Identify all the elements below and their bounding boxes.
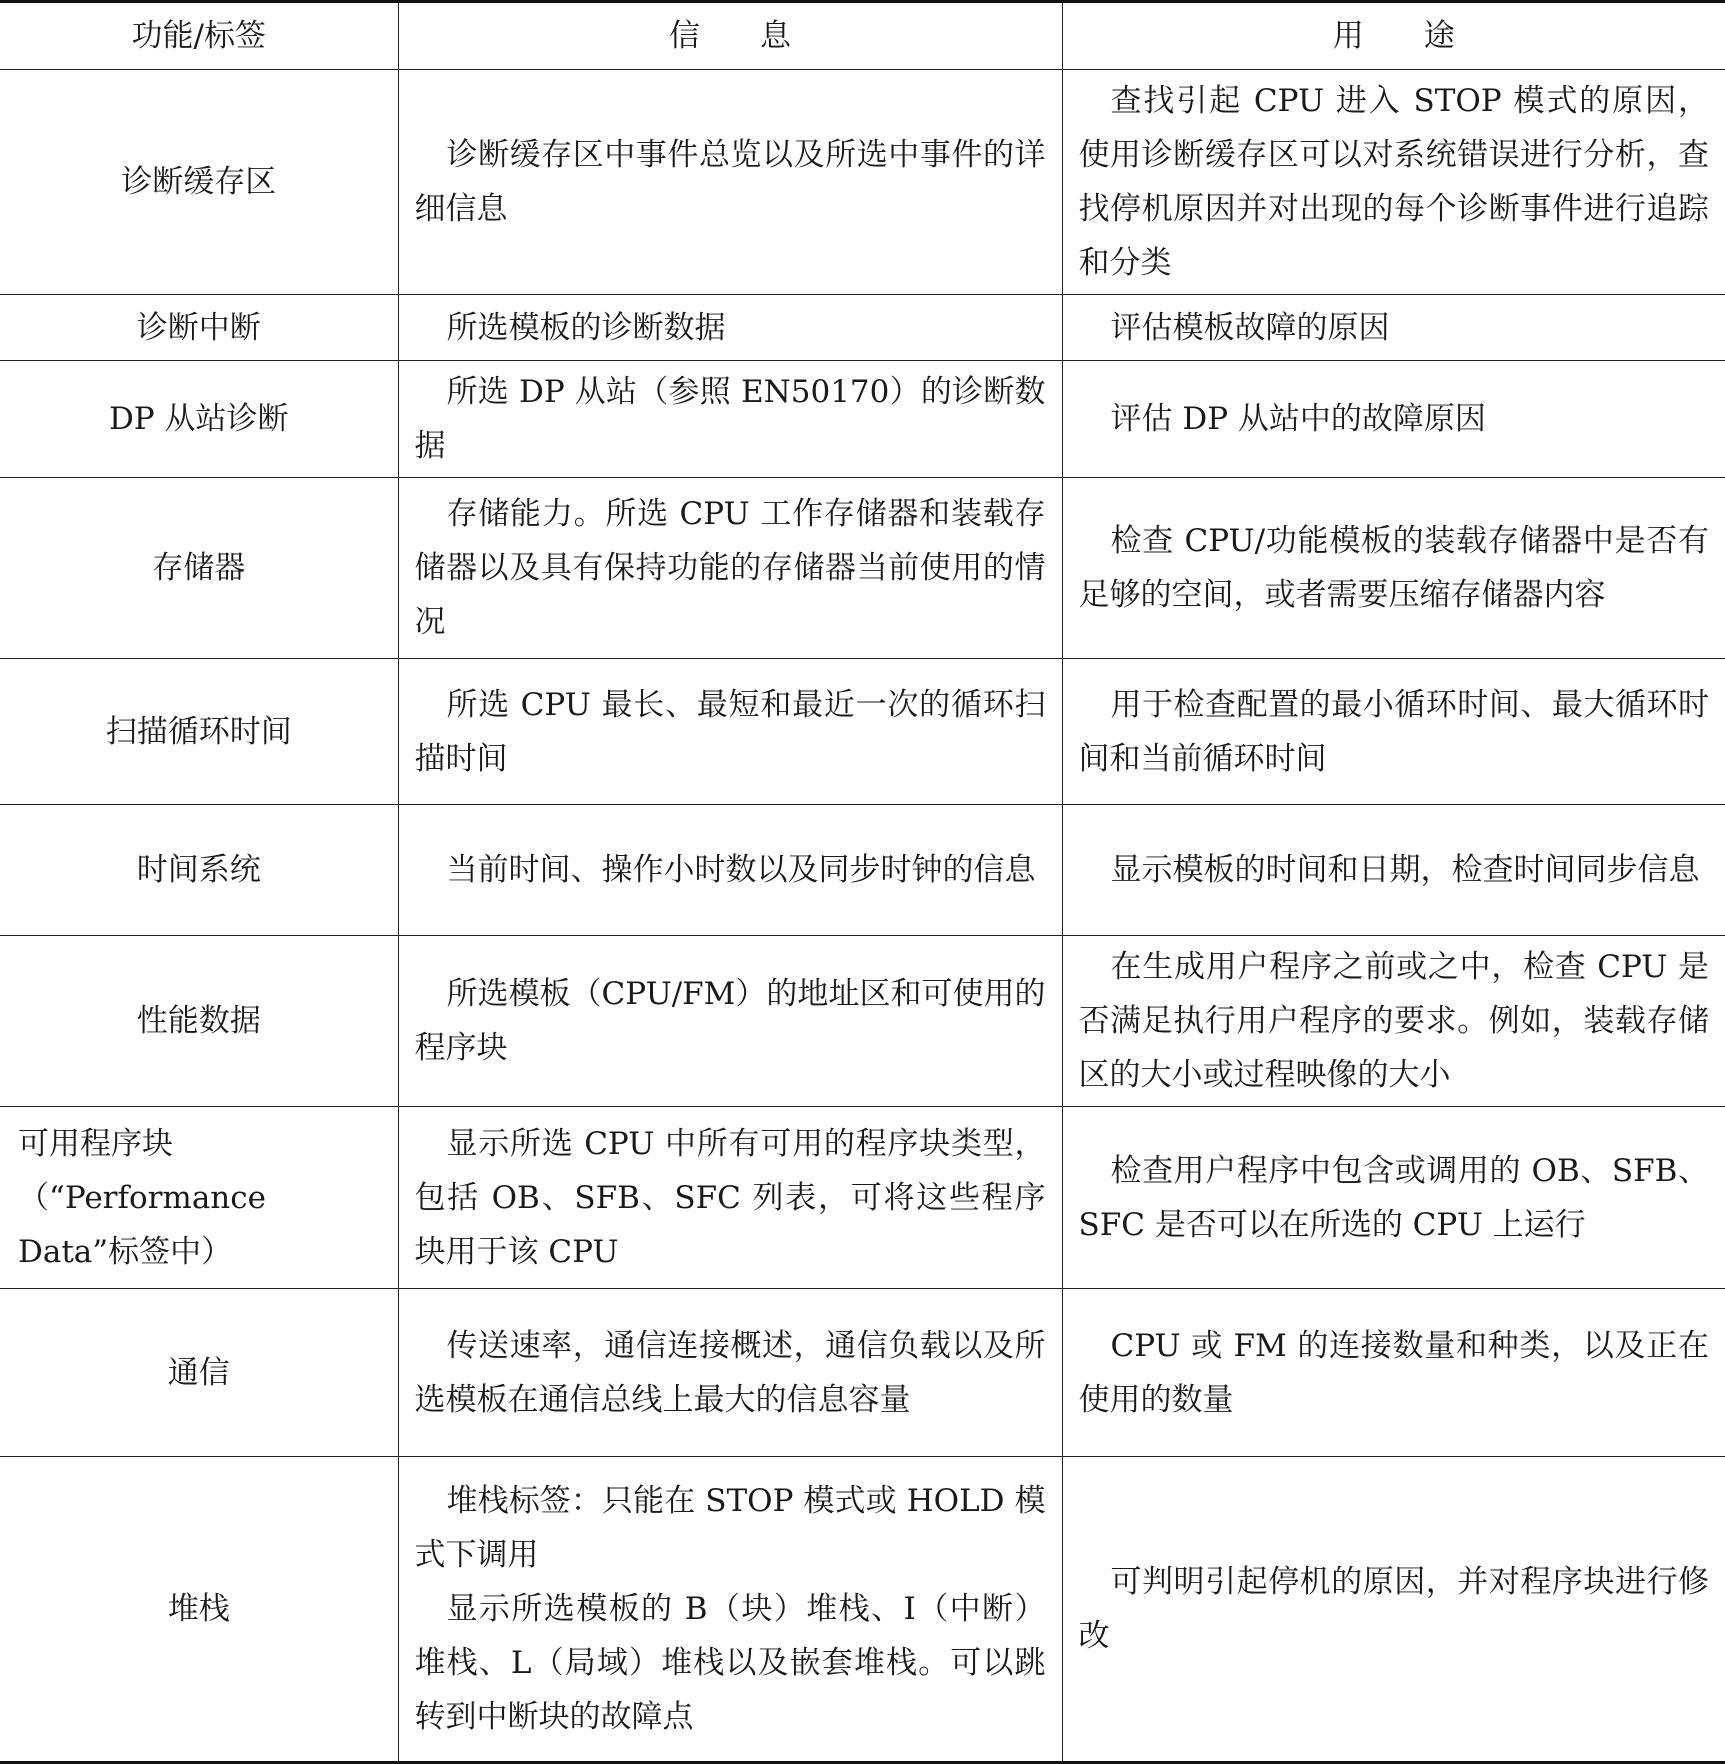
info-text: 存储能力。所选 CPU 工作存储器和装载存储器以及具有保持功能的存储器当前使用的情况 bbox=[414, 496, 1046, 640]
feature-cell: 性能数据 bbox=[0, 936, 398, 1107]
feature-cell: 堆栈 bbox=[0, 1457, 398, 1763]
info-cell bbox=[398, 659, 1062, 805]
use-text: 可判明引起停机的原因，并对程序块进行修改 bbox=[1078, 1564, 1709, 1654]
table-row bbox=[0, 805, 1725, 936]
info-text: 显示所选 CPU 中所有可用的程序块类型，包括 OB、SFB、SFC 列表，可将这些程序块用于该 CPU bbox=[414, 1125, 1046, 1270]
info-text: 传送速率，通信连接概述，通信负载以及所选模板在通信总线上最大的信息容量 bbox=[414, 1327, 1046, 1418]
use-cell bbox=[1062, 1107, 1725, 1289]
use-cell bbox=[1062, 936, 1725, 1107]
header-feature: 功能/标签 bbox=[0, 2, 398, 70]
info-cell bbox=[398, 805, 1062, 936]
table-row bbox=[0, 936, 1725, 1107]
table-row bbox=[0, 659, 1725, 805]
use-cell bbox=[1062, 295, 1725, 361]
table-row bbox=[0, 361, 1725, 478]
use-text: 评估 DP 从站中的故障原因 bbox=[1110, 401, 1486, 437]
info-cell bbox=[398, 361, 1062, 478]
feature-cell: DP 从站诊断 bbox=[0, 361, 398, 478]
use-text: 查找引起 CPU 进入 STOP 模式的原因，使用诊断缓存区可以对系统错误进行分析，查找停机原因并对出现的每个诊断事件进行追踪和分类 bbox=[1078, 83, 1709, 281]
use-text: CPU 或 FM 的连接数量和种类，以及正在使用的数量 bbox=[1078, 1327, 1709, 1418]
table-row bbox=[0, 295, 1725, 361]
feature-cell: 扫描循环时间 bbox=[0, 659, 398, 805]
info-text: 所选模板（CPU/FM）的地址区和可使用的程序块 bbox=[414, 976, 1046, 1066]
feature-cell: 诊断缓存区 bbox=[0, 70, 398, 295]
use-cell bbox=[1062, 361, 1725, 478]
info-cell bbox=[398, 478, 1062, 659]
feature-cell: 时间系统 bbox=[0, 805, 398, 936]
use-text: 用于检查配置的最小循环时间、最大循环时间和当前循环时间 bbox=[1078, 686, 1709, 777]
info-text: 当前时间、操作小时数以及同步时钟的信息 bbox=[446, 852, 1036, 888]
info-text: 所选模板的诊断数据 bbox=[446, 309, 726, 346]
use-cell bbox=[1062, 478, 1725, 659]
info-cell bbox=[398, 1289, 1062, 1457]
header-use: 用途 bbox=[1062, 2, 1725, 70]
info-text: 堆栈标签：只能在 STOP 模式或 HOLD 模式下调用 bbox=[414, 1483, 1046, 1573]
use-cell bbox=[1062, 70, 1725, 295]
info-text: 所选 DP 从站（参照 EN50170）的诊断数据 bbox=[414, 374, 1046, 464]
info-cell bbox=[398, 295, 1062, 361]
use-text: 显示模板的时间和日期，检查时间同步信息 bbox=[1110, 852, 1700, 888]
header-row bbox=[0, 2, 1725, 70]
table-row bbox=[0, 70, 1725, 295]
use-cell bbox=[1062, 1457, 1725, 1763]
feature-cell: 通信 bbox=[0, 1289, 398, 1457]
feature-cell: 可用程序块（“Performance Data”标签中） bbox=[0, 1107, 398, 1289]
info-cell bbox=[398, 1107, 1062, 1289]
use-text: 检查 CPU/功能模板的装载存储器中是否有足够的空间，或者需要压缩存储器内容 bbox=[1078, 523, 1709, 613]
info-cell bbox=[398, 70, 1062, 295]
table-row bbox=[0, 1107, 1725, 1289]
info-cell bbox=[398, 936, 1062, 1107]
info-cell bbox=[398, 1457, 1062, 1763]
info-text: 诊断缓存区中事件总览以及所选中事件的详细信息 bbox=[414, 137, 1046, 227]
use-text: 在生成用户程序之前或之中，检查 CPU 是否满足执行用户程序的要求。例如，装载存储区的大小或过程映像的大小 bbox=[1078, 949, 1709, 1093]
feature-cell: 诊断中断 bbox=[0, 295, 398, 361]
header-info: 信息 bbox=[398, 2, 1062, 70]
feature-cell: 存储器 bbox=[0, 478, 398, 659]
info-text: 显示所选模板的 B（块）堆栈、I（中断）堆栈、L（局域）堆栈以及嵌套堆栈。可以跳转到中断块的故障点 bbox=[414, 1591, 1046, 1735]
table-row bbox=[0, 1457, 1725, 1763]
info-text: 所选 CPU 最长、最短和最近一次的循环扫描时间 bbox=[414, 686, 1046, 777]
table-row bbox=[0, 1289, 1725, 1457]
use-text: 检查用户程序中包含或调用的 OB、SFB、SFC 是否可以在所选的 CPU 上运行 bbox=[1078, 1152, 1709, 1243]
use-cell bbox=[1062, 1289, 1725, 1457]
table-row bbox=[0, 478, 1725, 659]
use-cell bbox=[1062, 805, 1725, 936]
use-cell bbox=[1062, 659, 1725, 805]
use-text: 评估模板故障的原因 bbox=[1110, 309, 1390, 346]
